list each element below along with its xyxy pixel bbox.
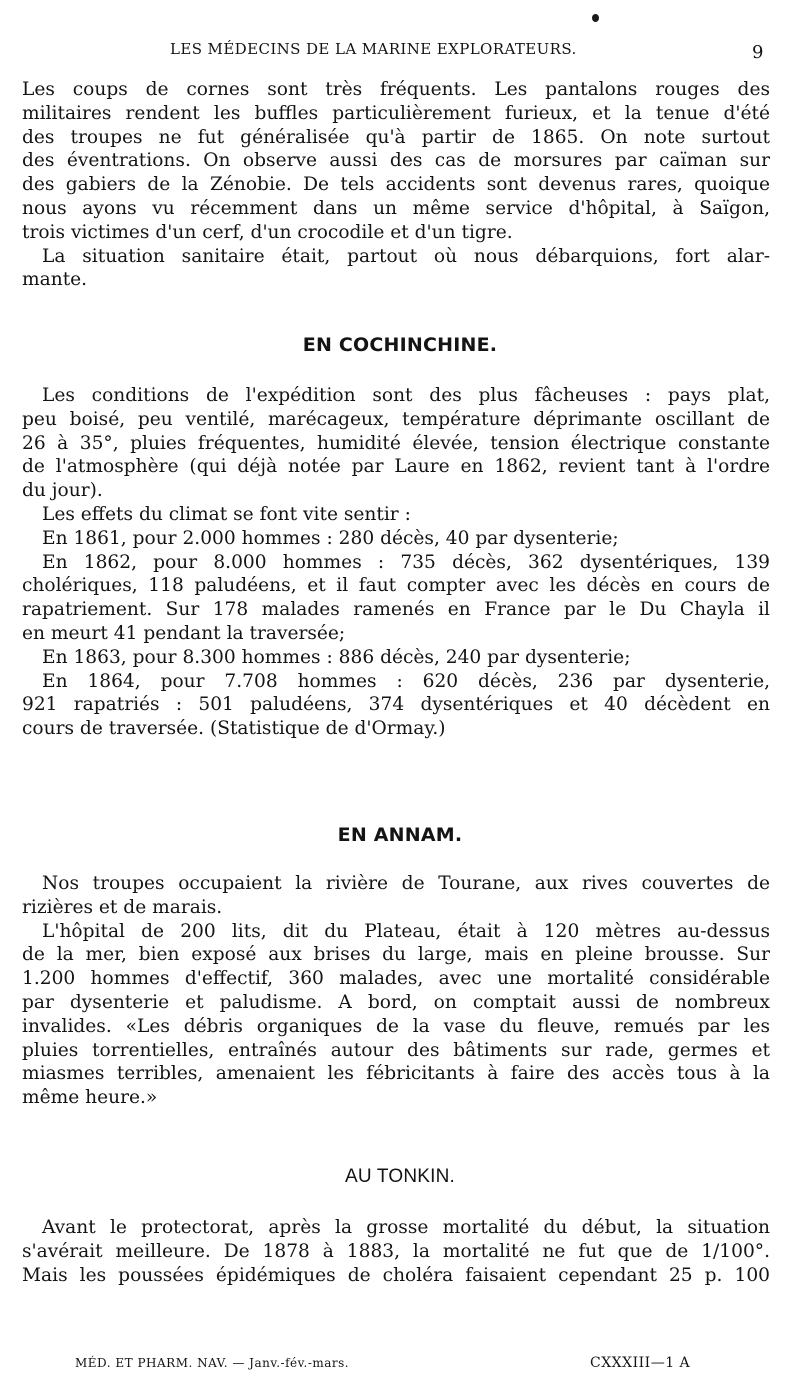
text-line: Nos troupes occupaient la rivière de Tourane, aux rives couvertes de	[42, 873, 770, 894]
section-heading-annam: EN ANNAM.	[337, 824, 463, 846]
text-line: L'hôpital de 200 lits, dit du Plateau, était à 120 mètres au-dessus	[42, 920, 770, 942]
text-line: cholériques, 118 paludéens, et il faut compter avec les décès en cours de	[22, 575, 770, 597]
text-line: de l'atmosphère (qui déjà notée par Laure en 1862, revient tant à l'ordre	[22, 456, 770, 478]
section-heading-cochinchine: EN COCHINCHINE.	[302, 334, 498, 356]
section-heading-tonkin: AU TONKIN.	[344, 1166, 456, 1187]
text-line: En 1863, pour 8.300 hommes : 886 décès, 240 par dysenterie;	[42, 646, 631, 668]
text-line: s'avérait meilleure. De 1878 à 1883, la mortalité ne fut que de 1/100°.	[22, 1240, 770, 1262]
text-line: mante.	[22, 269, 88, 291]
text-line: En 1864, pour 7.708 hommes : 620 décès, 236 par dysenterie,	[42, 670, 770, 692]
text-line: par dysenterie et paludisme. A bord, on comptait aussi de nombreux	[22, 991, 770, 1013]
text-line: de la mer, bien exposé aux brises du large, mais en pleine brousse. Sur	[22, 944, 770, 966]
paragraph-annam	[22, 872, 770, 1110]
page-number: 9	[752, 42, 764, 63]
text-line: des troupes ne fut généralisée qu'à partir de 1865. On note surtout	[22, 126, 770, 148]
text-line: même heure.»	[22, 1087, 158, 1109]
text-line: rapatriement. Sur 178 malades ramenés en France par le Du Chayla il	[22, 599, 770, 621]
text-line: 1.200 hommes d'effectif, 360 malades, avec une mortalité considérable	[22, 968, 770, 990]
text-line: Les coups de cornes sont très fréquents. Les pantalons rouges des	[22, 79, 770, 100]
text-line: pluies torrentielles, entraînés autour des bâtiments sur rade, germes et	[22, 1039, 770, 1061]
text-line: 26 à 35°, pluies fréquentes, humidité élevée, tension électrique constante	[22, 432, 770, 454]
text-line: Les effets du climat se font vite sentir :	[42, 503, 411, 525]
text-line: des éventrations. On observe aussi des cas de morsures par caïman sur	[22, 150, 770, 172]
text-line: du jour).	[22, 480, 103, 502]
text-line: En 1862, pour 8.000 hommes : 735 décès, 362 dysentériques, 139	[42, 551, 770, 573]
text-line: miasmes terribles, amenaient les fébricitants à faire des accès tous à la	[22, 1063, 770, 1085]
text-line: 921 rapatriés : 501 paludéens, 374 dysentériques et 40 décèdent en	[22, 694, 770, 716]
text-line: Mais les poussées épidémiques de choléra faisaient cependant 25 p. 100	[22, 1264, 770, 1286]
text-line: en meurt 41 pendant la traversée;	[22, 622, 346, 644]
text-line: trois victimes d'un cerf, d'un crocodile et d'un tigre.	[22, 221, 513, 243]
footer-journal: MÉD. ET PHARM. NAV. — Janv.-fév.-mars.	[75, 1356, 350, 1370]
text-line: des gabiers de la Zénobie. De tels accidents sont devenus rares, quoique	[22, 174, 770, 196]
ink-dot	[592, 14, 599, 22]
footer-signature: CXXXIII—1 A	[590, 1355, 691, 1371]
text-line: nous ayons vu récemment dans un même service d'hôpital, à Saïgon,	[22, 197, 770, 219]
text-line: cours de traversée. (Statistique de d'Ormay.)	[22, 718, 446, 740]
paragraph-intro	[22, 78, 770, 292]
text-line: La situation sanitaire était, partout où nous débarquions, fort alar-	[42, 245, 770, 267]
text-line: Les conditions de l'expédition sont des plus fâcheuses : pays plat,	[42, 385, 770, 406]
paragraph-cochinchine	[22, 384, 770, 741]
running-head: LES MÉDECINS DE LA MARINE EXPLORATEURS.	[170, 40, 577, 58]
paragraph-tonkin	[22, 1216, 770, 1287]
text-line: Avant le protectorat, après la grosse mortalité du début, la situation	[42, 1217, 770, 1238]
text-line: En 1861, pour 2.000 hommes : 280 décès, 40 par dysenterie;	[42, 527, 619, 549]
text-line: invalides. «Les débris organiques de la vase du fleuve, remués par les	[22, 1015, 770, 1037]
text-line: militaires rendent les buffles particulièrement furieux, et la tenue d'été	[22, 102, 770, 124]
text-line: peu boisé, peu ventilé, marécageux, température déprimante oscillant de	[22, 408, 770, 430]
text-line: rizières et de marais.	[22, 896, 223, 918]
